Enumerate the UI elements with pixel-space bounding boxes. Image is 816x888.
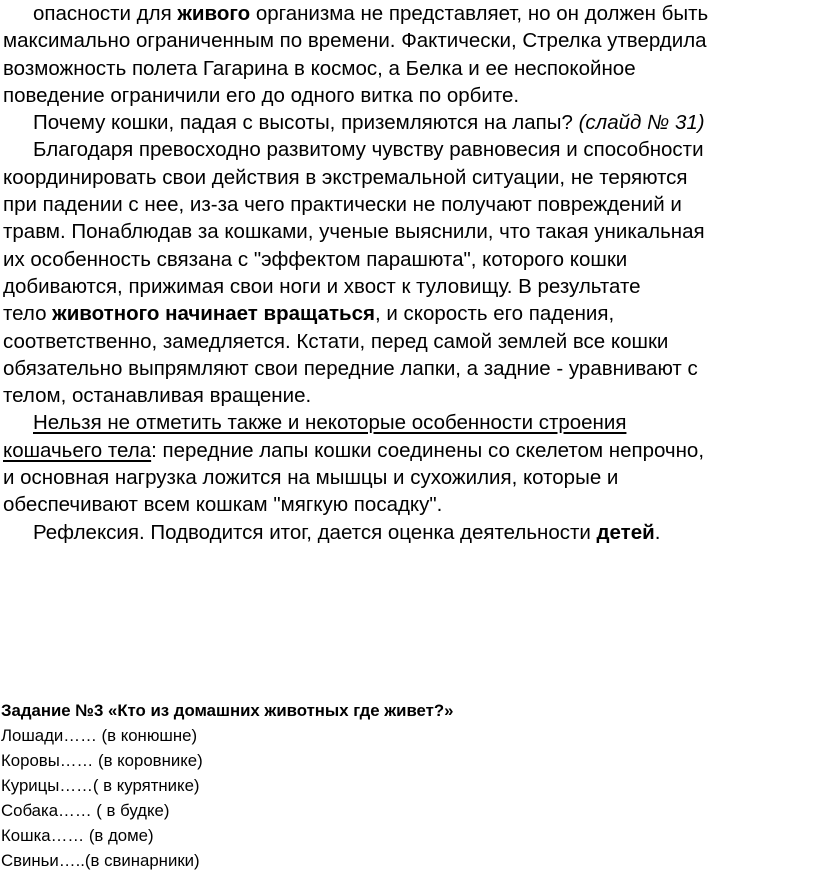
text-line	[3, 437, 815, 464]
text-span: опасности для	[33, 2, 178, 25]
main-text	[3, 0, 815, 546]
text-line: и основная нагрузка ложится на мышцы и сухожилия, которые и	[3, 466, 619, 490]
text-line: возможность полета Гагарина в космос, а Белка и ее неспокойное	[3, 56, 636, 80]
text-line: обязательно выпрямляют свои передние лапки, а задние - уравнивают с	[3, 356, 698, 380]
slide-reference: (слайд № 31)	[578, 111, 705, 135]
text-line: поведение ограничили его до одного витка по орбите.	[3, 83, 520, 107]
text-span: Почему кошки, падая с высоты, приземляются на лапы?	[33, 111, 579, 135]
text-line: координировать свои действия в экстремальной ситуации, не теряются	[3, 165, 688, 189]
text-line: травм. Понаблюдав за кошками, ученые выяснили, что такая уникальная	[3, 220, 705, 244]
text-span: .	[654, 520, 661, 544]
text-line	[3, 0, 815, 27]
text-span: : передние лапы кошки соединены со скелетом непрочно,	[151, 438, 705, 462]
task-title	[1, 698, 813, 723]
bold-text: живого	[177, 2, 251, 25]
text-line	[3, 109, 815, 136]
text-line: максимально ограниченным по времени. Фактически, Стрелка утвердила	[3, 29, 707, 53]
text-span: , и скорость его падения,	[375, 302, 615, 326]
text-line: их особенность связана с "эффектом парашюта", которого кошки	[3, 247, 628, 271]
underlined-text: Нельзя не отметить также и некоторые особенности строения	[33, 411, 627, 435]
list-item: Собака…… ( в будке)	[1, 801, 170, 820]
text-line	[3, 519, 815, 546]
text-span: организма не представляет, но он должен быть	[250, 2, 709, 25]
text-line: Благодаря превосходно развитому чувству равновесия и способности	[33, 138, 704, 162]
text-span: Рефлексия. Подводится итог, дается оценка деятельности	[33, 520, 597, 544]
text-line: телом, останавливая вращение.	[3, 384, 312, 408]
list-item: Курицы……( в курятнике)	[1, 776, 200, 795]
text-line: обеспечивают всем кошкам "мягкую посадку".	[3, 493, 443, 517]
text-line: соответственно, замедляется. Кстати, перед самой землей все кошки	[3, 329, 669, 353]
text-line: добиваются, прижимая свои ноги и хвост к туловищу. В результате	[3, 274, 641, 298]
text-line: при падении с нее, из-за чего практически не получают повреждений и	[3, 193, 682, 217]
text-line	[3, 300, 815, 327]
underlined-text: кошачьего тела	[3, 438, 152, 462]
task-section	[1, 698, 813, 873]
bold-text: детей	[596, 520, 655, 544]
text-span: тело	[3, 302, 53, 326]
task-title-text: Задание №3 «Кто из домашних животных где живет?»	[1, 701, 454, 720]
bold-text: животного начинает вращаться	[52, 302, 375, 326]
text-line	[3, 409, 815, 436]
list-item: Коровы…… (в коровнике)	[1, 751, 203, 770]
list-item: Свиньи…..(в свинарники)	[1, 851, 200, 870]
list-item: Лошади…… (в конюшне)	[1, 726, 198, 745]
list-item: Кошка…… (в доме)	[1, 826, 154, 845]
